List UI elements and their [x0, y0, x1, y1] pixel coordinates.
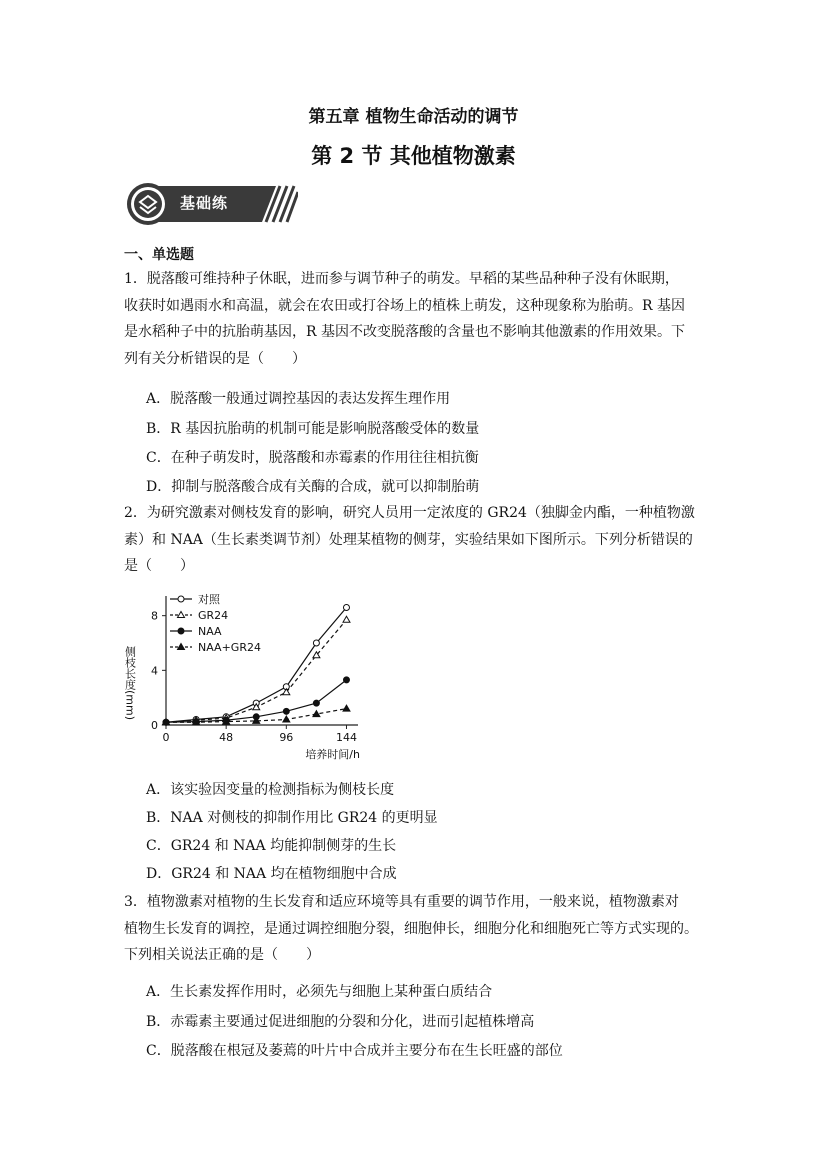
question-1-stem [124, 266, 706, 372]
data-point [178, 612, 185, 618]
data-point [313, 640, 319, 646]
question-type-heading: 一、单选题 [124, 247, 194, 263]
legend-label: 对照 [198, 593, 220, 606]
question-line: 收获时如遇雨水和高温，就会在农田或打谷场上的植株上萌发，这种现象称为胎萌。R 基因 [124, 297, 685, 314]
data-point [343, 705, 350, 711]
y-axis-label: 侧枝长度(mm) [123, 646, 137, 721]
question-2-option-d: D．GR24 和 NAA 均在植物细胞中合成 [146, 866, 397, 882]
question-1-option-b: B．R 基因抗胎萌的机制可能是影响脱落酸受体的数量 [146, 421, 480, 437]
x-tick-label: 0 [162, 731, 170, 744]
question-line: 2．为研究激素对侧枝发育的影响，研究人员用一定浓度的 GR24（独脚金内酯，一种植物激 [124, 505, 695, 521]
y-tick-label: 8 [151, 609, 158, 623]
question-3-option-a: A．生长素发挥作用时，必须先与细胞上某种蛋白质结合 [146, 984, 493, 1000]
question-3-stem [124, 889, 706, 969]
question-3-option-c: C．脱落酸在根冠及萎蔫的叶片中合成并主要分布在生长旺盛的部位 [146, 1043, 563, 1059]
x-tick-label: 96 [279, 731, 294, 744]
data-point [313, 711, 320, 717]
x-tick-label: 48 [219, 731, 234, 744]
data-point [313, 700, 319, 706]
question-1-option-c: C．在种子萌发时，脱落酸和赤霉素的作用往往相抗衡 [146, 450, 479, 466]
x-axis-label: 培养时间/h [305, 748, 360, 761]
legend-label: NAA+GR24 [198, 641, 261, 654]
question-2-option-b: B．NAA 对侧枝的抑制作用比 GR24 的更明显 [146, 810, 438, 826]
data-point [343, 616, 350, 622]
growth-chart [122, 590, 362, 770]
question-2-stem [124, 500, 706, 580]
data-point [343, 604, 349, 610]
question-3-option-b: B．赤霉素主要通过促进细胞的分裂和分化，进而引起植株增高 [146, 1014, 535, 1030]
question-line: 植物生长发育的调控，是通过调控细胞分裂，细胞伸长，细胞分化和细胞死亡等方式实现的。 [124, 920, 698, 937]
data-point [178, 644, 185, 650]
section-banner [126, 182, 298, 226]
question-line: 1．脱落酸可维持种子休眠，进而参与调节种子的萌发。早稻的某些品种种子没有休眠期， [124, 271, 679, 287]
question-line: 3．植物激素对植物的生长发育和适应环境等具有重要的调节作用，一般来说，植物激素对 [124, 894, 679, 910]
data-point [343, 677, 349, 683]
section-title: 第 2 节 其他植物激素 [311, 144, 516, 168]
y-tick-label: 0 [151, 719, 158, 732]
line-chart [122, 590, 362, 770]
data-point [283, 708, 289, 714]
chapter-title: 第五章 植物生命活动的调节 [308, 107, 519, 127]
question-line: 列有关分析错误的是（ ） [124, 350, 306, 367]
data-point [178, 628, 184, 634]
y-tick-label: 4 [151, 664, 158, 678]
question-2-option-c: C．GR24 和 NAA 均能抑制侧芽的生长 [146, 838, 397, 854]
question-line: 是（ ） [124, 558, 194, 574]
data-point [178, 596, 184, 602]
question-line: 是水稻种子中的抗胎萌基因，R 基因不改变脱落酸的含量也不影响其他激素的作用效果。下 [124, 324, 685, 340]
legend-label: NAA [198, 625, 222, 638]
banner-label: 基础练 [180, 194, 229, 212]
question-2-option-a: A．该实验因变量的检测指标为侧枝长度 [146, 782, 395, 798]
question-1-option-d: D．抑制与脱落酸合成有关酶的合成，就可以抑制胎萌 [146, 479, 480, 495]
question-line: 素）和 NAA（生长素类调节剂）处理某植物的侧芽，实验结果如下图所示。下列分析错误的 [124, 531, 693, 548]
legend-label: GR24 [198, 609, 229, 622]
question-line: 下列相关说法正确的是（ ） [124, 947, 320, 963]
x-tick-label: 144 [335, 731, 357, 744]
question-1-option-a: A．脱落酸一般通过调控基因的表达发挥生理作用 [146, 391, 451, 407]
